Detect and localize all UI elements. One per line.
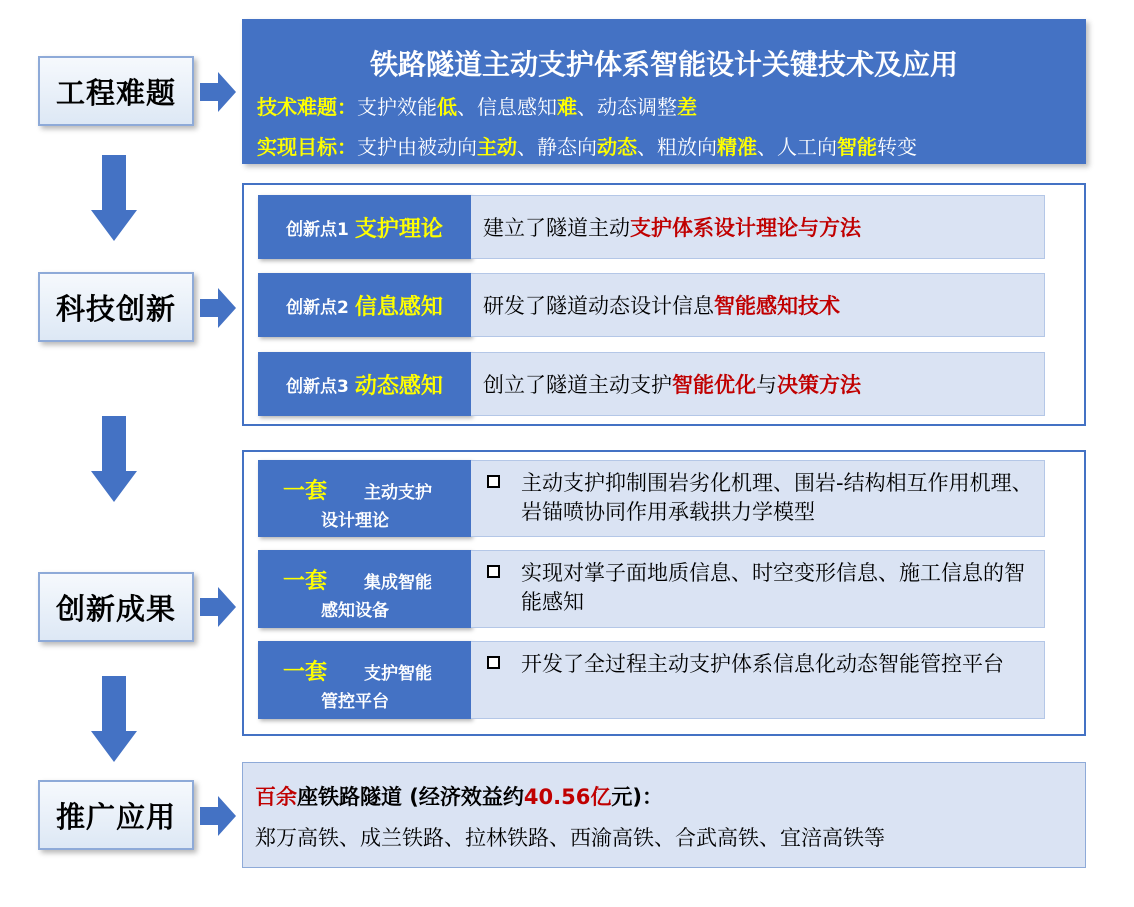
- text: 支护效能: [357, 95, 437, 119]
- innovation-row: [258, 352, 1045, 416]
- innovation-panel: [242, 183, 1086, 426]
- text: 研发了隧道动态设计信息: [483, 294, 714, 318]
- down-arrow-icon: [91, 416, 137, 502]
- tag-name: 支护理论: [354, 216, 443, 242]
- innovation-tag: [258, 273, 471, 337]
- innovation-desc: [471, 273, 1045, 337]
- highlight: 精准: [717, 135, 757, 159]
- highlight: 百余: [255, 785, 297, 809]
- innovation-desc: [471, 195, 1045, 259]
- highlight: 难: [557, 95, 577, 119]
- tag-line1: 集成智能: [364, 573, 432, 593]
- text: 主动支护抑制围岩劣化机理、围岩-结构相互作用机理、岩锚喷协同作用承载拱力学模型: [521, 471, 1033, 524]
- innovation-tag: [258, 195, 471, 259]
- label-innovation-results: [38, 572, 194, 642]
- tag-prefix: 一套: [283, 660, 328, 685]
- achievement-tag: [258, 641, 471, 719]
- right-arrow-icon: [200, 72, 236, 112]
- achievement-desc: [471, 641, 1045, 719]
- label-engineering-challenges: [38, 56, 194, 126]
- text: 实现对掌子面地质信息、时空变形信息、施工信息的智能感知: [521, 561, 1025, 614]
- application-projects: 郑万高铁、成兰铁路、拉林铁路、西渝高铁、合武高铁、宜涪高铁等: [255, 826, 885, 850]
- application-summary: [255, 781, 663, 811]
- highlight: 支护体系设计理论与方法: [630, 216, 861, 240]
- achievement-row: [258, 550, 1045, 628]
- highlight: 智能优化: [672, 373, 756, 397]
- highlight: 主动: [477, 135, 517, 159]
- tag-line1: 主动支护: [364, 483, 432, 503]
- label-text: 科技创新: [55, 291, 176, 326]
- text: 、粗放向: [637, 135, 717, 159]
- achievement-tag: [258, 460, 471, 537]
- tag-line2: 设计理论: [321, 511, 389, 531]
- tag-name: 动态感知: [354, 373, 443, 399]
- tag-prefix: 创新点2: [286, 297, 349, 318]
- challenges-label: 技术难题：: [257, 95, 357, 119]
- text: 、人工向: [757, 135, 837, 159]
- achievement-tag: [258, 550, 471, 628]
- innovation-row: [258, 195, 1045, 259]
- square-bullet-icon: [487, 565, 500, 578]
- goals-line: [257, 131, 917, 160]
- problem-box: [242, 19, 1086, 164]
- text: 创立了隧道主动支护: [483, 373, 672, 397]
- label-text: 创新成果: [55, 591, 176, 626]
- tag-prefix: 一套: [283, 479, 328, 504]
- text: 开发了全过程主动支护体系信息化动态智能管控平台: [521, 652, 1004, 676]
- text: 转变: [877, 135, 917, 159]
- achievement-row: [258, 460, 1045, 537]
- tag-line1: 支护智能: [364, 664, 432, 684]
- innovation-row: [258, 273, 1045, 337]
- highlight: 低: [437, 95, 457, 119]
- label-promotion-application: [38, 780, 194, 850]
- text: 元)：: [611, 785, 663, 809]
- tag-prefix: 创新点3: [286, 376, 349, 397]
- square-bullet-icon: [487, 656, 500, 669]
- challenges-line: [257, 91, 697, 120]
- label-tech-innovation: [38, 272, 194, 342]
- goals-label: 实现目标：: [257, 135, 357, 159]
- achievement-desc: [471, 550, 1045, 628]
- text: 、信息感知: [457, 95, 557, 119]
- highlight: 智能: [837, 135, 877, 159]
- label-text: 推广应用: [55, 799, 176, 834]
- tag-prefix: 一套: [283, 569, 328, 594]
- highlight: 40.56亿: [523, 785, 612, 809]
- square-bullet-icon: [487, 475, 500, 488]
- highlight: 差: [677, 95, 697, 119]
- right-arrow-icon: [200, 587, 236, 627]
- application-box: [242, 762, 1086, 868]
- text: 座铁路隧道 (经济效益约: [297, 785, 524, 809]
- text: 、动态调整: [577, 95, 677, 119]
- achievement-row: [258, 641, 1045, 719]
- text: 支护由被动向: [357, 135, 477, 159]
- text: 与: [756, 373, 777, 397]
- right-arrow-icon: [200, 288, 236, 328]
- highlight: 智能感知技术: [714, 294, 840, 318]
- tag-line2: 管控平台: [321, 692, 389, 712]
- achievement-desc: [471, 460, 1045, 537]
- tag-prefix: 创新点1: [286, 219, 349, 240]
- innovation-desc: [471, 352, 1045, 416]
- down-arrow-icon: [91, 676, 137, 762]
- innovation-tag: [258, 352, 471, 416]
- highlight: 决策方法: [777, 373, 861, 397]
- tag-line2: 感知设备: [321, 601, 389, 621]
- down-arrow-icon: [91, 155, 137, 241]
- text: 、静态向: [517, 135, 597, 159]
- right-arrow-icon: [200, 796, 236, 836]
- label-text: 工程难题: [55, 75, 176, 110]
- highlight: 动态: [597, 135, 637, 159]
- main-title: 铁路隧道主动支护体系智能设计关键技术及应用: [369, 48, 958, 81]
- tag-name: 信息感知: [354, 294, 443, 320]
- text: 建立了隧道主动: [483, 216, 630, 240]
- achievements-panel: [242, 450, 1086, 736]
